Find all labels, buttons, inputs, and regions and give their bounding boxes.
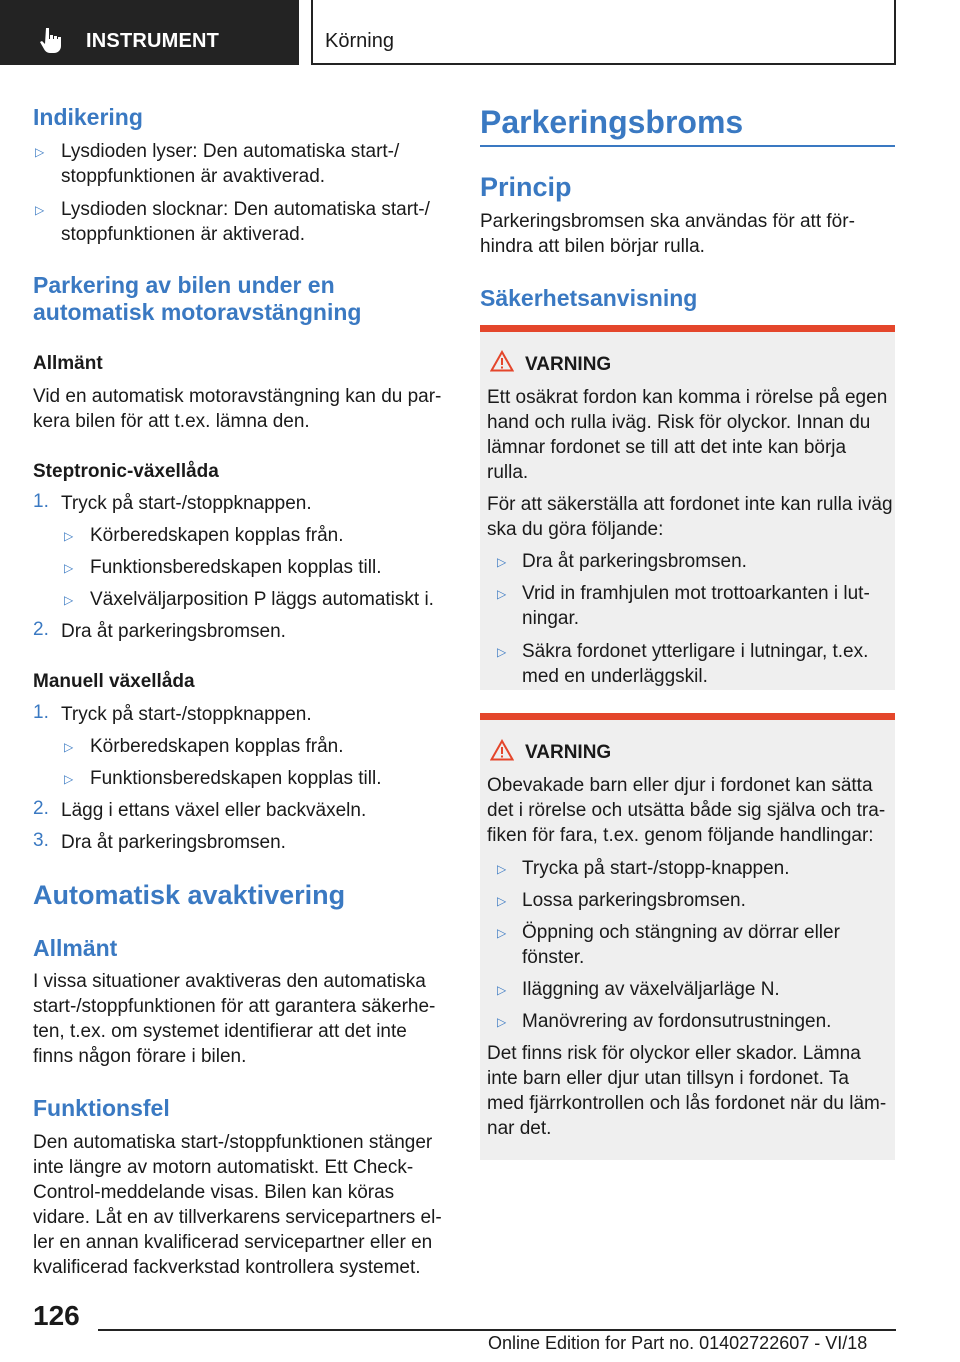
bullet-triangle-icon: ▷: [497, 555, 507, 569]
warning-2-item-3-line1: Öppning och stängning av dörrar eller: [522, 922, 840, 943]
section-tab: [0, 0, 299, 65]
warning-1-item-2-line2: ningar.: [522, 608, 580, 629]
manuell-step-2: Lägg i ettans växel eller backväxeln.: [61, 800, 367, 821]
warning-2-text-line2: det i rörelse och utsätta både sig själva och tra-: [487, 800, 886, 821]
warning-1-text-line2: hand och rulla iväg. Risk för olyckor. Innan du: [487, 412, 871, 433]
warning-1-item-1: Dra åt parkeringsbromsen.: [522, 551, 747, 572]
princip-heading: Princip: [480, 172, 572, 202]
warning-1-text-line4: rulla.: [487, 462, 529, 483]
automatisk-heading: Automatisk avaktivering: [33, 880, 346, 910]
parkeringsbroms-heading: Parkeringsbroms: [480, 104, 744, 140]
step-number: 1.: [33, 702, 49, 723]
warning-2-item-1: Trycka på start-/stopp-knappen.: [522, 858, 790, 879]
funktionsfel-line4: vidare. Låt en av tillverkarens servicepartners el-: [33, 1207, 442, 1228]
auto-allmant-line1: I vissa situationer avaktiveras den automatiska: [33, 971, 426, 992]
princip-line2: hindra att bilen börjar rulla.: [480, 236, 705, 257]
warning-1-text2-line1: För att säkerställa att fordonet inte kan rulla iväg: [487, 494, 893, 515]
step-number: 2.: [33, 619, 49, 640]
warning-1-item-2-line1: Vrid in framhjulen mot trottoarkanten i lut-: [522, 583, 870, 604]
auto-allmant-line4: finns någon förare i bilen.: [33, 1046, 247, 1067]
warning-1-text2-line2: ska du göra följande:: [487, 519, 664, 540]
steptronic-sub-1: Körberedskapen kopplas från.: [90, 525, 344, 546]
warning-2-label: VARNING: [525, 742, 612, 763]
chapter-label: Körning: [325, 30, 394, 52]
indikering-item-1-line1: Lysdioden lyser: Den automatiska start-/: [61, 141, 400, 162]
bullet-triangle-icon: ▷: [497, 926, 507, 940]
step-number: 1.: [33, 491, 49, 512]
step-number: 3.: [33, 830, 49, 851]
bullet-triangle-icon: ▷: [35, 203, 45, 217]
bullet-triangle-icon: ▷: [497, 1015, 507, 1029]
allmant-label: Allmänt: [33, 353, 103, 374]
warning-2-text2-line4: nar det.: [487, 1118, 552, 1139]
warning-2-text-line1: Obevakade barn eller djur i fordonet kan sätta: [487, 775, 873, 796]
steptronic-sub-3: Växelväljarposition P läggs automatiskt i.: [90, 589, 434, 610]
warning-2-text2-line3: med fjärrkontrollen och lås fordonet när du läm-: [487, 1093, 887, 1114]
indikering-item-2-line1: Lysdioden slocknar: Den automatiska start-/: [61, 199, 430, 220]
warning-2-text-line3: fiken för fara, t.ex. genom följande handlingar:: [487, 825, 874, 846]
indikering-heading: Indikering: [33, 104, 143, 130]
steptronic-label: Steptronic-växellåda: [33, 461, 219, 482]
warning-1-label: VARNING: [525, 354, 612, 375]
warning-2-item-3-line2: fönster.: [522, 947, 585, 968]
auto-allmant-line2: start-/stoppfunktionen för att garantera säkerhe-: [33, 996, 436, 1017]
warning-triangle-icon: [490, 350, 514, 372]
footer-rule: [98, 1329, 896, 1331]
step-number: 2.: [33, 798, 49, 819]
bullet-triangle-icon: ▷: [64, 593, 74, 607]
steptronic-step-1: Tryck på start-/stoppknappen.: [61, 493, 312, 514]
bullet-triangle-icon: ▷: [64, 529, 74, 543]
warning-2-item-2: Lossa parkeringsbromsen.: [522, 890, 746, 911]
sakerhet-heading: Säkerhetsanvisning: [480, 285, 698, 311]
warning-1-item-3-line2: med en underläggskil.: [522, 666, 708, 687]
funktionsfel-line2: inte längre av motorn automatiskt. Ett Check-: [33, 1157, 414, 1178]
steptronic-sub-2: Funktionsberedskapen kopplas till.: [90, 557, 382, 578]
princip-line1: Parkeringsbromsen ska användas för att för-: [480, 211, 855, 232]
section-label: INSTRUMENT: [86, 30, 220, 52]
page-number: 126: [33, 1300, 80, 1331]
funktionsfel-line6: kvalificerad fackverkstad kontrollera systemet.: [33, 1257, 421, 1278]
heading-rule: [480, 145, 895, 147]
manuell-label: Manuell växellåda: [33, 671, 195, 692]
warning-triangle-icon: [490, 739, 514, 761]
manuell-sub-1: Körberedskapen kopplas från.: [90, 736, 344, 757]
bullet-triangle-icon: ▷: [497, 645, 507, 659]
warning-2-text2-line1: Det finns risk för olyckor eller skador. Lämna: [487, 1043, 861, 1064]
parkering-heading-line2: automatisk motoravstängning: [33, 299, 362, 325]
hand-pointer-icon: [38, 26, 66, 54]
warning-1-item-3-line1: Säkra fordonet ytterligare i lutningar, t.ex.: [522, 641, 869, 662]
manuell-step-1: Tryck på start-/stoppknappen.: [61, 704, 312, 725]
bullet-triangle-icon: ▷: [497, 894, 507, 908]
auto-allmant-heading: Allmänt: [33, 935, 118, 961]
chapter-tab: [311, 0, 896, 65]
edition-text: Online Edition for Part no. 01402722607 - VI/18: [488, 1333, 868, 1353]
bullet-triangle-icon: ▷: [497, 862, 507, 876]
warning-1-text-line3: lämnar fordonet se till att det inte kan börja: [487, 437, 847, 458]
auto-allmant-line3: ten, t.ex. om systemet identifierar att det inte: [33, 1021, 407, 1042]
allmant-text-line2: kera bilen för att t.ex. lämna den.: [33, 411, 310, 432]
indikering-item-2-line2: stoppfunktionen är aktiverad.: [61, 224, 305, 245]
allmant-text-line1: Vid en automatisk motoravstängning kan du par-: [33, 386, 442, 407]
manuell-step-3: Dra åt parkeringsbromsen.: [61, 832, 286, 853]
parkering-heading-line1: Parkering av bilen under en: [33, 272, 335, 298]
bullet-triangle-icon: ▷: [64, 772, 74, 786]
bullet-triangle-icon: ▷: [35, 145, 45, 159]
bullet-triangle-icon: ▷: [497, 983, 507, 997]
bullet-triangle-icon: ▷: [64, 740, 74, 754]
funktionsfel-line1: Den automatiska start-/stoppfunktionen stänger: [33, 1132, 433, 1153]
indikering-item-1-line2: stoppfunktionen är avaktiverad.: [61, 166, 326, 187]
bullet-triangle-icon: ▷: [497, 587, 507, 601]
funktionsfel-heading: Funktionsfel: [33, 1095, 170, 1121]
bullet-triangle-icon: ▷: [64, 561, 74, 575]
warning-2-text2-line2: inte barn eller djur utan tillsyn i fordonet. Ta: [487, 1068, 849, 1089]
funktionsfel-line3: Control-meddelande visas. Bilen kan köras: [33, 1182, 395, 1203]
warning-2-item-5: Manövrering av fordonsutrustningen.: [522, 1011, 832, 1032]
manuell-sub-2: Funktionsberedskapen kopplas till.: [90, 768, 382, 789]
warning-2-item-4: Iläggning av växelväljarläge N.: [522, 979, 780, 1000]
funktionsfel-line5: ler en annan kvalificerad servicepartner eller en: [33, 1232, 433, 1253]
steptronic-step-2: Dra åt parkeringsbromsen.: [61, 621, 286, 642]
warning-1-text-line1: Ett osäkrat fordon kan komma i rörelse på egen: [487, 387, 888, 408]
